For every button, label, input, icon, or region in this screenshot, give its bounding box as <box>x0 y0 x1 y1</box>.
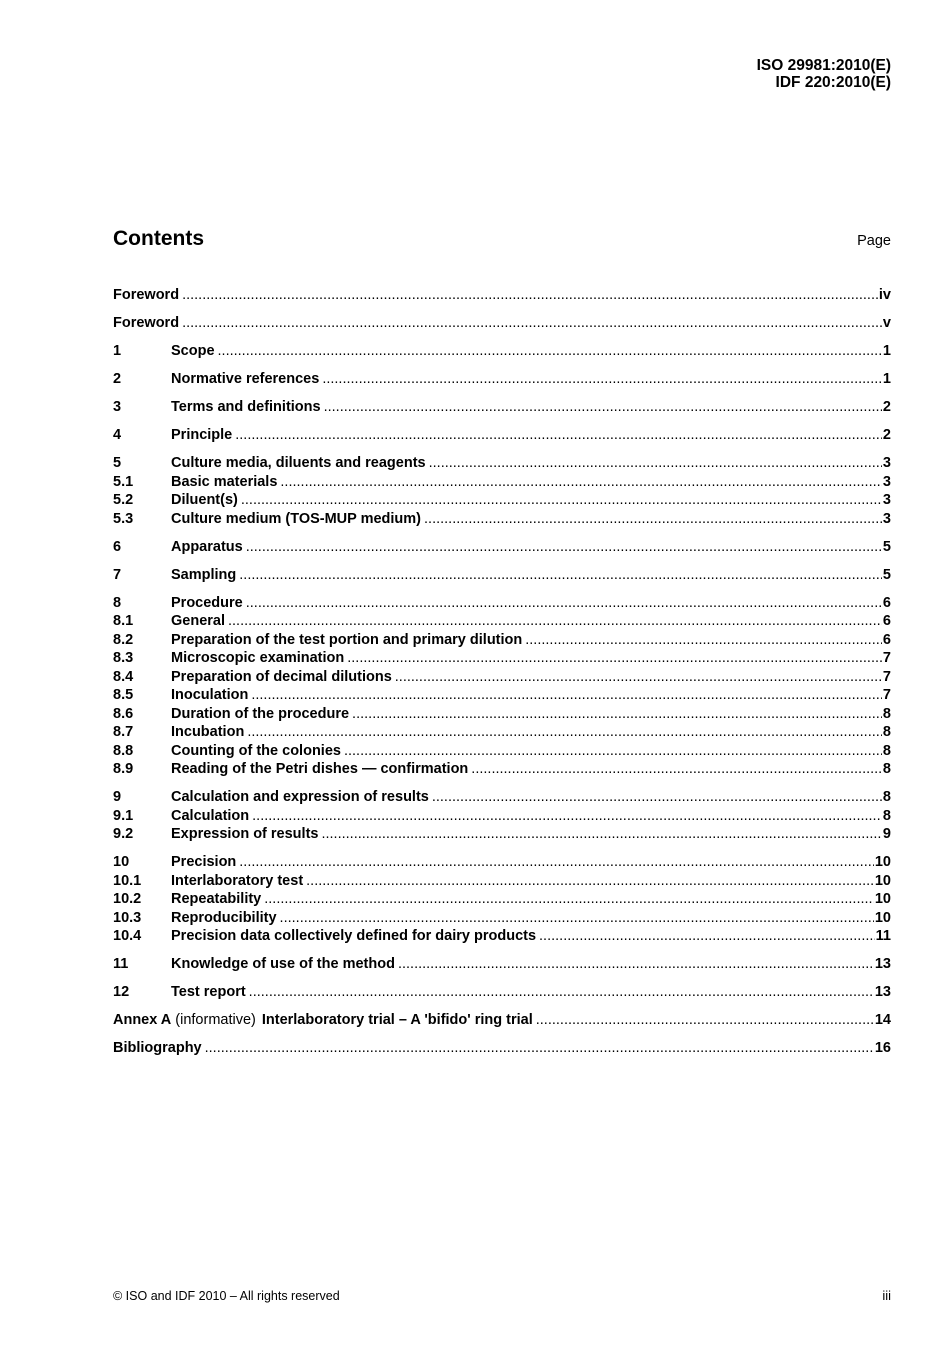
toc-entry-page: 5 <box>882 538 891 555</box>
toc-entry[interactable] <box>113 454 891 473</box>
dot-leader <box>352 705 882 724</box>
toc-entry[interactable] <box>113 668 891 687</box>
toc-entry[interactable] <box>113 510 891 529</box>
toc-entry-number: 8.2 <box>113 631 134 648</box>
toc-entry-page: 10 <box>874 854 891 870</box>
dot-leader <box>344 742 882 761</box>
toc-entry-page: 13 <box>874 984 891 1000</box>
toc-entry-bibliography[interactable] <box>113 1039 891 1058</box>
toc-entry[interactable] <box>113 649 891 668</box>
toc-entry-number: 8.7 <box>113 724 134 740</box>
toc-entry-title: Precision data collectively defined for dairy products <box>171 928 537 944</box>
toc-entry[interactable] <box>113 872 891 891</box>
dot-leader <box>235 426 882 445</box>
toc-entry-page: 1 <box>882 371 891 387</box>
toc-entry-number: 4 <box>113 427 122 443</box>
toc-entry-title: Scope <box>171 343 215 359</box>
toc-entry-title: Preparation of the test portion and primary dilution <box>171 631 523 648</box>
toc-entry-page: 6 <box>882 594 891 611</box>
toc-entry-title: Basic materials <box>171 473 278 490</box>
toc-entry-title: Microscopic examination <box>171 650 345 666</box>
toc-entry[interactable] <box>113 612 891 631</box>
toc-entry-number: 8.4 <box>113 668 134 685</box>
toc-entry[interactable] <box>113 927 891 946</box>
dot-leader <box>347 649 882 668</box>
toc-entry-page: 3 <box>882 473 891 490</box>
toc-entry-number: 5.3 <box>113 510 134 527</box>
toc-entry[interactable] <box>113 686 891 705</box>
toc-entry-number: 8.6 <box>113 705 134 722</box>
toc-entry-number: 8.5 <box>113 687 134 703</box>
toc-entry-number: 9.2 <box>113 826 134 842</box>
toc-entry-number: 1 <box>113 343 122 359</box>
toc-entry[interactable] <box>113 742 891 761</box>
toc-entry-title: Apparatus <box>171 538 243 555</box>
toc-entry-number: 3 <box>113 399 122 415</box>
toc-entry-annex[interactable] <box>113 1011 891 1030</box>
annex-title: Interlaboratory trial – A 'bifido' ring trial <box>261 1012 533 1028</box>
dot-leader <box>249 983 874 1002</box>
dot-leader <box>218 342 882 361</box>
toc-entry[interactable] <box>113 538 891 557</box>
toc-entry-number: 10 <box>113 854 130 870</box>
toc-entry-number: 12 <box>113 984 130 1000</box>
toc-entry-title: Duration of the procedure <box>171 705 350 722</box>
toc-entry-number: 8.1 <box>113 613 134 629</box>
toc-entry-page: 10 <box>874 891 891 907</box>
toc-entry-title: Incubation <box>171 724 245 740</box>
annex-heading <box>113 1011 533 1030</box>
contents-heading: Contents <box>113 227 204 250</box>
toc-entry-title: Terms and definitions <box>171 399 321 415</box>
toc-entry-page: 8 <box>882 761 891 777</box>
copyright-notice: © ISO and IDF 2010 – All rights reserved <box>113 1289 340 1303</box>
dot-leader <box>525 631 882 650</box>
dot-leader <box>246 538 882 557</box>
toc-entry-number: 8.3 <box>113 650 134 666</box>
dot-leader <box>246 594 882 613</box>
toc-entry[interactable] <box>113 473 891 492</box>
toc-entry-title: General <box>171 613 225 629</box>
toc-entry-page: 7 <box>882 687 891 703</box>
dot-leader <box>429 454 882 473</box>
dot-leader <box>251 686 882 705</box>
toc-entry-title: Diluent(s) <box>171 492 238 508</box>
toc-entry-title: Calculation and expression of results <box>171 789 429 805</box>
toc-entry[interactable] <box>113 955 891 974</box>
dot-leader <box>264 890 874 909</box>
toc-entry[interactable] <box>113 807 891 826</box>
toc-entry-title: Foreword <box>113 315 180 331</box>
toc-entry-title: Knowledge of use of the method <box>171 956 395 972</box>
toc-entry-page: 11 <box>875 928 891 944</box>
toc-entry-number: 10.3 <box>113 909 142 926</box>
toc-entry[interactable] <box>113 825 891 844</box>
toc-entry[interactable] <box>113 594 891 613</box>
toc-entry-page: 10 <box>874 909 891 926</box>
dot-leader <box>228 612 882 631</box>
dot-leader <box>239 853 874 872</box>
dot-leader <box>182 314 882 333</box>
toc-entry-page: 16 <box>874 1040 891 1056</box>
toc-entry-number: 8.9 <box>113 761 134 777</box>
toc-entry-number: 8 <box>113 594 122 611</box>
toc-entry[interactable] <box>113 286 891 305</box>
page-number: iii <box>882 1288 891 1303</box>
toc-entry[interactable] <box>113 342 891 361</box>
toc-entry-page: 8 <box>882 789 891 805</box>
dot-leader <box>252 807 882 826</box>
toc-entry[interactable] <box>113 426 891 445</box>
toc-entry-title: Culture medium (TOS-MUP medium) <box>171 510 422 527</box>
toc-entry-title: Bibliography <box>113 1040 202 1056</box>
toc-entry[interactable] <box>113 723 891 742</box>
dot-leader <box>471 760 882 779</box>
document-identifier <box>757 57 891 91</box>
toc-entry-number: 10.4 <box>113 928 142 944</box>
page-column-label: Page <box>857 233 891 249</box>
toc-entry-page: 8 <box>882 724 891 740</box>
toc-entry-number: 2 <box>113 371 122 387</box>
dot-leader <box>424 510 882 529</box>
dot-leader <box>306 872 874 891</box>
toc-entry-page: 9 <box>882 826 891 842</box>
toc-entry[interactable] <box>113 491 891 510</box>
dot-leader <box>324 398 882 417</box>
toc-entry-page: 13 <box>874 956 891 972</box>
toc-entry-number: 6 <box>113 538 122 555</box>
toc-entry-page: 8 <box>882 705 891 722</box>
idf-number: IDF 220:2010(E) <box>775 74 891 91</box>
toc-entry-title: Sampling <box>171 566 237 583</box>
toc-entry-page: iv <box>878 287 891 303</box>
dot-leader <box>280 909 874 928</box>
toc-entry-number: 5 <box>113 455 122 471</box>
toc-entry-page: 2 <box>882 399 891 415</box>
toc-entry-page: 6 <box>882 631 891 648</box>
toc-entry[interactable] <box>113 566 891 585</box>
dot-leader <box>432 788 882 807</box>
toc-entry-page: 10 <box>874 872 891 889</box>
toc-entry-number: 7 <box>113 566 122 583</box>
toc-entry[interactable] <box>113 760 891 779</box>
dot-leader <box>536 1011 874 1030</box>
toc-entry-title: Preparation of decimal dilutions <box>171 668 392 685</box>
toc-entry[interactable] <box>113 705 891 724</box>
toc-entry-number: 8.8 <box>113 742 134 759</box>
dot-leader <box>239 566 882 585</box>
toc-entry-page: 7 <box>882 668 891 685</box>
toc-entry[interactable] <box>113 314 891 333</box>
dot-leader <box>321 825 881 844</box>
toc-entry-number: 11 <box>113 956 129 972</box>
dot-leader <box>395 668 882 687</box>
toc-entry-page: 7 <box>882 650 891 666</box>
dot-leader <box>205 1039 874 1058</box>
toc-entry-number: 10.2 <box>113 891 142 907</box>
toc-entry-title: Expression of results <box>171 826 319 842</box>
dot-leader <box>322 370 882 389</box>
annex-label: Annex A <box>113 1012 172 1028</box>
toc-entry-title: Test report <box>171 984 246 1000</box>
toc-entry-page: 14 <box>874 1012 891 1028</box>
toc-entry-title: Precision <box>171 854 237 870</box>
toc-entry-title: Repeatability <box>171 891 262 907</box>
toc-entry-number: 5.1 <box>113 473 134 490</box>
toc-entry-page: 3 <box>882 510 891 527</box>
toc-entry-title: Counting of the colonies <box>171 742 341 759</box>
toc-entry-page: 8 <box>882 742 891 759</box>
toc-entry-page: 3 <box>882 455 891 471</box>
toc-entry-title: Culture media, diluents and reagents <box>171 455 426 471</box>
toc-entry-number: 9 <box>113 789 122 805</box>
toc-entry-title: Foreword <box>113 287 180 303</box>
toc-entry-title: Calculation <box>171 807 250 824</box>
toc-entry-page: 2 <box>882 427 891 443</box>
toc-entry[interactable] <box>113 631 891 650</box>
toc-entry-title: Interlaboratory test <box>171 872 304 889</box>
dot-leader <box>280 473 882 492</box>
toc-entry[interactable] <box>113 370 891 389</box>
dot-leader <box>182 286 878 305</box>
toc-entry-page: 3 <box>882 492 891 508</box>
toc-entry[interactable] <box>113 909 891 928</box>
dot-leader <box>539 927 875 946</box>
toc-entry[interactable] <box>113 983 891 1002</box>
toc-entry-title: Reading of the Petri dishes — confirmation <box>171 761 469 777</box>
dot-leader <box>398 955 874 974</box>
toc-entry-number: 5.2 <box>113 492 134 508</box>
toc-entry-page: 1 <box>882 343 891 359</box>
toc-entry[interactable] <box>113 853 891 872</box>
toc-entry-page: v <box>882 315 891 331</box>
toc-entry-page: 5 <box>882 566 891 583</box>
iso-number: ISO 29981:2010(E) <box>756 57 891 74</box>
toc-entry-page: 6 <box>882 613 891 629</box>
toc-entry[interactable] <box>113 890 891 909</box>
toc-entry-title: Principle <box>171 427 233 443</box>
toc-entry[interactable] <box>113 788 891 807</box>
toc-entry-page: 8 <box>882 807 891 824</box>
toc-entry-number: 9.1 <box>113 807 134 824</box>
toc-entry-title: Reproducibility <box>171 909 277 926</box>
toc-entry-title: Inoculation <box>171 687 249 703</box>
dot-leader <box>241 491 882 510</box>
dot-leader <box>247 723 882 742</box>
toc-entry-title: Normative references <box>171 371 320 387</box>
toc-entry[interactable] <box>113 398 891 417</box>
annex-qualifier: (informative) <box>175 1012 256 1028</box>
toc-entry-title: Procedure <box>171 594 243 611</box>
toc-entry-number: 10.1 <box>113 872 142 889</box>
table-of-contents <box>113 286 891 1058</box>
